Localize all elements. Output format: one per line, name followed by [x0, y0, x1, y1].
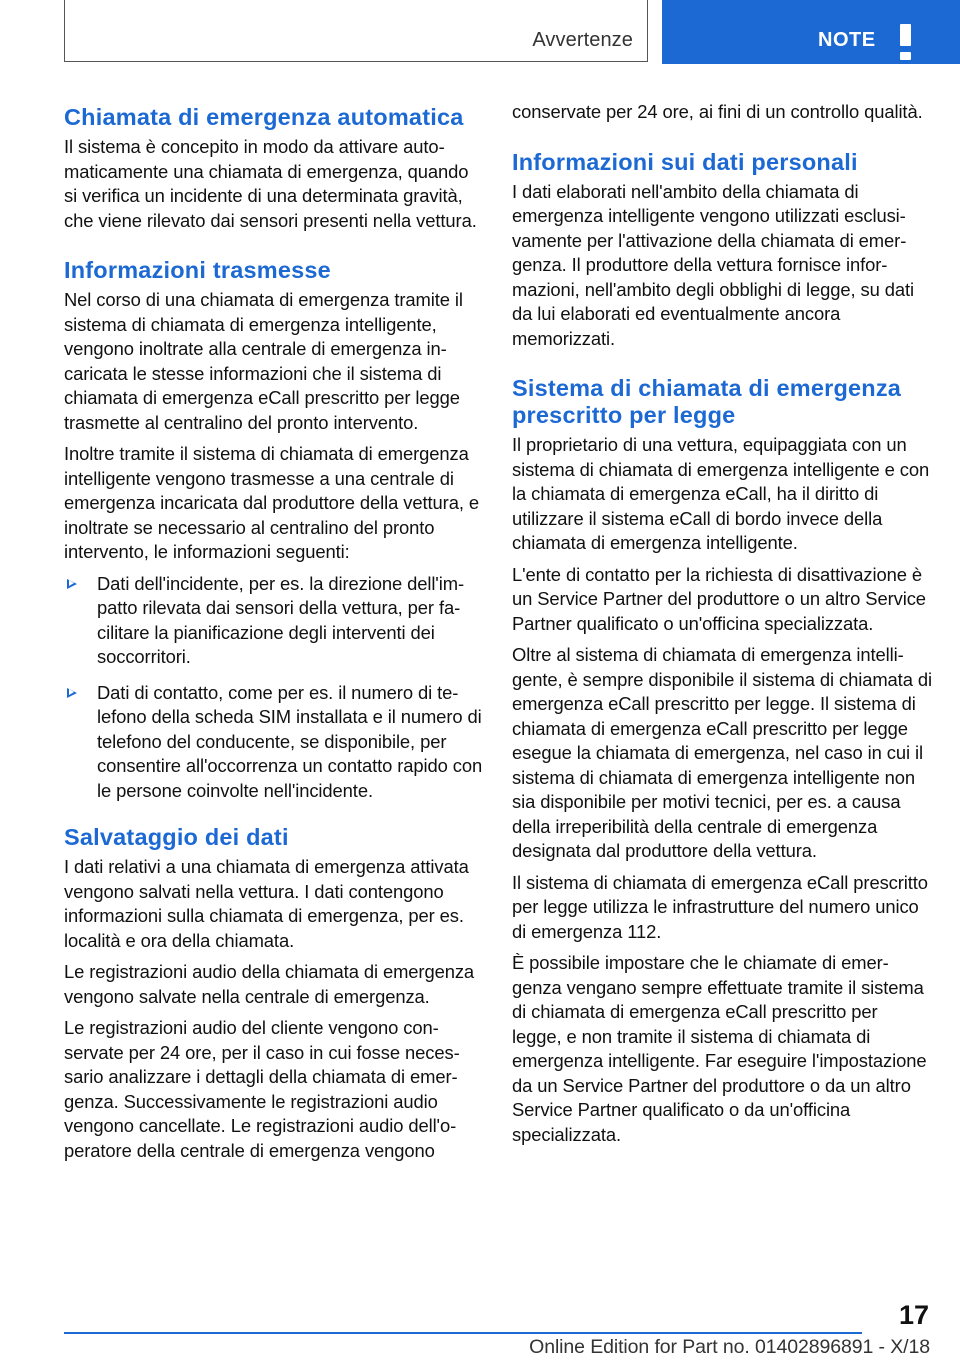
list-item-text: Dati di contatto, come per es. il numero di telefono della scheda SIM installata e il numero di telefono del conducente, se disponibile, per consentire all'occorrenza un contatto rapido con le persone coinvolte nell'incidente.	[97, 681, 483, 801]
paragraph: conservate per 24 ore, ai fini di un controllo qualità.	[512, 101, 923, 122]
triangle-bullet-icon	[67, 579, 77, 589]
heading-data-storage: Salvataggio dei dati	[64, 824, 289, 850]
heading-transmitted-info: Informazioni trasmesse	[64, 257, 331, 283]
left-column	[64, 100, 484, 1170]
paragraph: Il proprietario di una vettura, equipaggiata con un sistema di chiamata di emergenza intelligente e con la chiamata di emergenza eCall, ha il diritto di utilizzare il sistema eCall di bordo invece della chiamata di emergenza intelligente.	[512, 434, 930, 553]
heading-legal-emergency-system: Sistema di chiamata di emergenza prescritto per legge	[512, 375, 902, 428]
heading-personal-data: Informazioni sui dati personali	[512, 148, 858, 175]
list-item-text: Dati dell'incidente, per es. la direzione dell'impatto rilevata dai sensori della vettura, per facilitare la pianificazione degli interventi dei soccorritori.	[97, 572, 465, 667]
triangle-bullet-icon	[67, 688, 77, 698]
right-column	[512, 100, 932, 1154]
paragraph: L'ente di contatto per la richiesta di disattivazione è un Service Partner del produttore o un altro Service Partner qualificato o un'officina specializzata.	[512, 563, 926, 634]
list-item	[64, 681, 484, 804]
header-section-box	[64, 0, 648, 62]
section-title: Avvertenze	[532, 29, 633, 51]
paragraph: È possibile impostare che le chiamate di emergenza vengano sempre effettuate tramite il sistema di chiamata di emergenza eCall prescritto per legge, e non tramite il sistema di chiamata di emergenza intelligente. Far eseguire l'impostazione da un Service Partner del produttore o da un altro Service Partner qualificato o da un'officina specializzata.	[512, 952, 927, 1145]
heading-automatic-emergency-call: Chiamata di emergenza automatica	[64, 104, 464, 130]
note-label: NOTE	[818, 29, 876, 51]
paragraph: I dati elaborati nell'ambito della chiamata di emergenza intelligente vengono utilizzati esclusivamente per l'attivazione della chiamata di emergenza. Il produttore della vettura fornisce informazioni, nell'ambito degli obblighi di legge, su dati da lui elaborati ed eventualmente ancora memorizzati.	[512, 180, 915, 349]
footer-divider	[64, 1332, 862, 1334]
edition-text: Online Edition for Part no. 01402896891 - X/18	[529, 1336, 930, 1358]
paragraph: Il sistema di chiamata di emergenza eCall prescritto per legge utilizza le infrastrutture del numero unico di emergenza 112.	[512, 871, 928, 942]
note-tab	[662, 0, 960, 64]
paragraph: Nel corso di una chiamata di emergenza tramite il sistema di chiamata di emergenza intelligente, vengono inoltrate alla centrale di emergenza incaricata le stesse informazioni che il sistema di chiamata di emergenza eCall prescritto per legge trasmette al centralino del pronto intervento.	[64, 289, 463, 433]
page-number: 17	[898, 1300, 929, 1330]
list-item	[64, 572, 484, 670]
paragraph: Inoltre tramite il sistema di chiamata di emergenza intelligente vengono trasmesse a una centrale di emergenza incaricata dal produttore della vettura, e inoltrate se necessario al centralino del pronto intervento, le informazioni seguenti:	[64, 443, 479, 562]
paragraph: Il sistema è concepito in modo da attivare automaticamente una chiamata di emergenza, quando si verifica un incidente di una determinata gravità, che viene rilevato dai sensori presenti nella vettura.	[64, 136, 477, 231]
paragraph: Oltre al sistema di chiamata di emergenza intelligente, è sempre disponibile il sistema di chiamata di emergenza eCall prescritto per legge. Il sistema di chiamata di emergenza eCall prescritto per legge esegue la chiamata di emergenza, nel caso in cui il sistema di chiamata di emergenza intelligente non sia disponibile per motivi tecnici, per es. a causa della irreperibilità della centrale di emergenza designata dal produttore della vettura.	[512, 644, 932, 861]
paragraph: I dati relativi a una chiamata di emergenza attivata vengono salvati nella vettura. I dati contengono informazioni sulla chiamata di emergenza, per es. località e ora della chiamata.	[64, 856, 469, 951]
paragraph: Le registrazioni audio del cliente vengono conservate per 24 ore, per il caso in cui fosse necessario analizzare i dettagli della chiamata di emergenza. Successivamente le registrazioni audio vengono cancellate. Le registrazioni audio dell'operatore della centrale di emergenza vengono	[64, 1017, 460, 1161]
bullet-list	[64, 572, 484, 804]
paragraph: Le registrazioni audio della chiamata di emergenza vengono salvate nella centrale di emergenza.	[64, 961, 475, 1007]
exclamation-icon	[900, 24, 912, 60]
